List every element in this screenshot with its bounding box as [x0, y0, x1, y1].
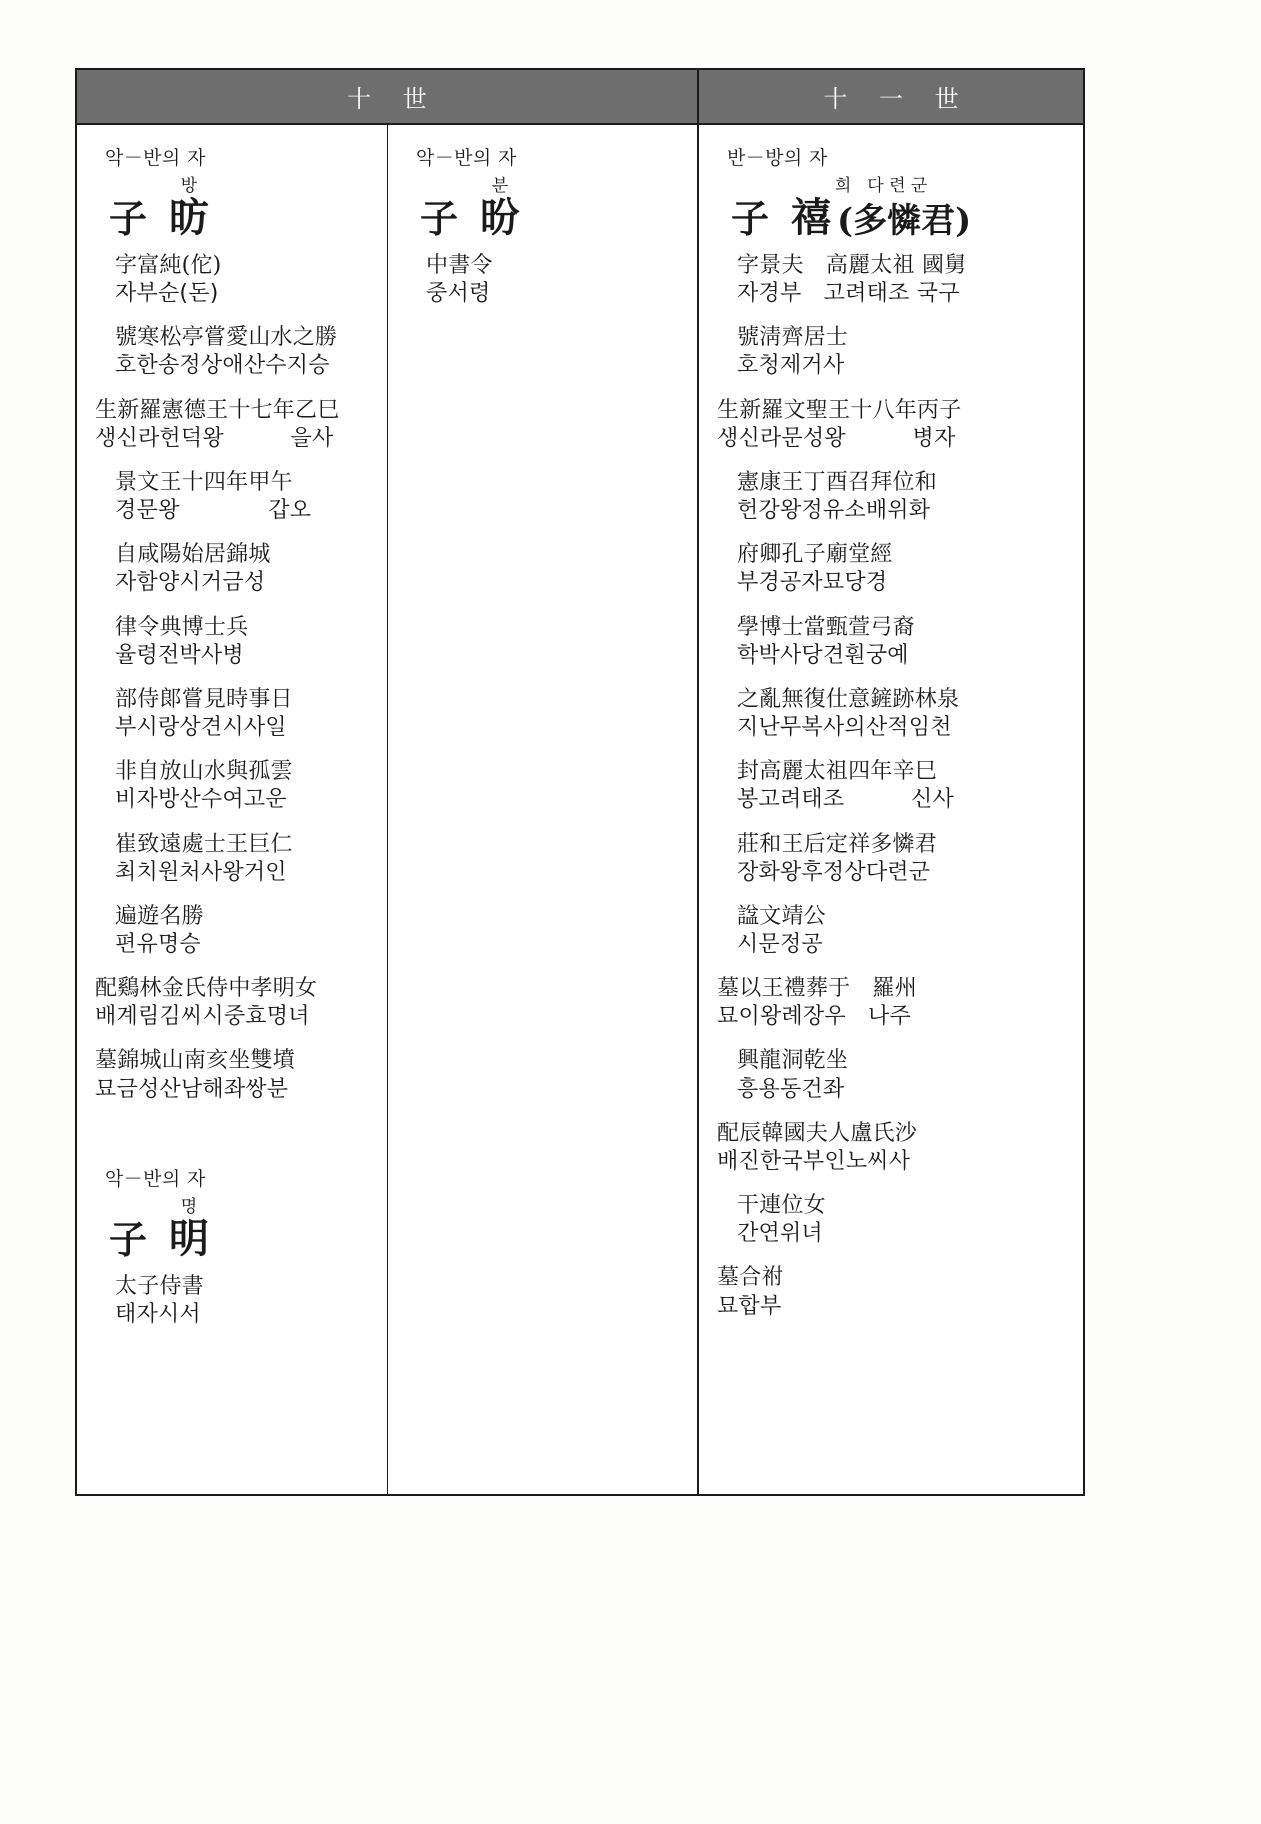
record-entry: [709, 686, 1073, 742]
entry-hanja: 生新羅憲德王十七年乙巳: [95, 397, 340, 423]
record-entry: [709, 541, 1073, 597]
name-ruby-group: [791, 176, 972, 241]
section-spacer: [87, 1120, 377, 1160]
record-entry: [87, 831, 377, 887]
entry-hanja: 律令典博士兵: [115, 614, 249, 640]
name-prefix-ja: 子: [731, 196, 770, 241]
record-entry: [709, 1264, 1073, 1320]
record-entry: [87, 1047, 377, 1103]
entry-hanja: 遍遊名勝: [115, 903, 204, 929]
record-entry: [87, 975, 377, 1031]
entry-hanja: 府卿孔子廟堂經: [737, 542, 893, 568]
entry-hanja: 興龍洞乾坐: [737, 1048, 849, 1074]
entry-hangul: 간연위녀: [737, 1221, 823, 1247]
column-left: [77, 125, 388, 1494]
relation-line: 악－반의 자: [105, 1167, 206, 1190]
name-character: 明: [169, 1214, 210, 1262]
relation-line: 반－방의 자: [727, 147, 828, 169]
genealogy-table: [75, 68, 1085, 1496]
entry-hangul: 자경부 고려태조 국구: [737, 281, 960, 307]
record-entry: [87, 397, 377, 453]
entry-hangul: 지난무복사의산적임천: [737, 715, 952, 741]
entry-hangul: 율령전박사병: [115, 642, 244, 668]
record-entry: [87, 686, 377, 742]
entry-hangul: 시문정공: [737, 931, 823, 957]
entry-hanja: 莊和王后定祥多憐君: [737, 831, 937, 857]
entry-hangul: 헌강왕정유소배위화: [737, 498, 931, 524]
person-name-block: [109, 176, 377, 241]
entry-hanja: 墓合祔: [717, 1265, 784, 1291]
name-reading-group: [835, 178, 928, 195]
name-prefix-ja: 子: [109, 1216, 148, 1262]
entry-hangul: 자부순(돈): [115, 281, 219, 307]
entry-hangul: 중서령: [426, 281, 491, 307]
record-entry: [709, 1192, 1073, 1248]
record-entry: [87, 1273, 377, 1329]
entry-hanja: 景文王十四年甲午: [115, 469, 293, 495]
name-ruby-group: [169, 1196, 210, 1262]
column-middle: [388, 125, 699, 1494]
table-body: [77, 125, 1083, 1494]
entry-hanja: 學博士當甄萱弓裔: [737, 614, 915, 640]
entry-hanja: 太子侍書: [115, 1273, 204, 1299]
name-title-suffix: (多憐君): [837, 201, 972, 241]
entry-hangul: 경문왕 갑오: [115, 498, 312, 524]
entry-hanja: 封高麗太祖四年辛巳: [737, 759, 937, 785]
record-entry: [709, 397, 1073, 453]
name-reading: 명: [180, 1196, 198, 1217]
entry-hangul: 최치원처사왕거인: [115, 859, 287, 885]
name-reading: 희: [834, 176, 852, 196]
record-entry: [87, 252, 377, 308]
entry-hangul: 생신라문성왕 병자: [717, 425, 956, 451]
entry-hangul: 부경공자묘당경: [737, 570, 888, 596]
relation-line: 악－반의 자: [416, 147, 517, 169]
entry-hanja: 配辰韓國夫人盧氏沙: [717, 1120, 917, 1146]
name-reading: 분: [491, 176, 509, 196]
entry-hanja: 崔致遠處士王巨仁: [115, 831, 293, 857]
entry-hangul: 흥용동건좌: [737, 1076, 845, 1102]
record-entry: [709, 975, 1073, 1031]
person-name-block: [731, 176, 1073, 241]
record-entry: [709, 252, 1073, 308]
record-entry: [709, 614, 1073, 670]
header-generation-11: 十 一 世: [699, 70, 1083, 123]
record-entry: [709, 758, 1073, 814]
name-prefix-ja: 子: [109, 196, 148, 241]
entry-hangul: 묘합부: [717, 1293, 782, 1319]
record-entry: [87, 903, 377, 959]
entry-hanja: 非自放山水與孤雲: [115, 759, 293, 785]
entry-hangul: 호한송정상애산수지승: [115, 353, 330, 379]
name-reading: 방: [180, 176, 198, 196]
entry-hanja: 生新羅文聖王十八年丙子: [717, 397, 962, 423]
record-entry: [87, 469, 377, 525]
entry-hangul: 장화왕후정상다련군: [737, 859, 931, 885]
record-entry: [87, 758, 377, 814]
entry-hangul: 생신라헌덕왕 을사: [95, 425, 334, 451]
entry-hangul: 비자방산수여고운: [115, 787, 287, 813]
entry-hanja: 墓以王禮葬于 羅州: [717, 976, 917, 1002]
entry-hangul: 배계림김씨시중효명녀: [95, 1004, 310, 1030]
record-entry: [87, 324, 377, 380]
name-ruby-group: [169, 176, 210, 241]
relation-line: 악－반의 자: [105, 147, 206, 169]
entry-hanja: 字富純(佗): [115, 253, 222, 278]
entry-hanja: 干連位女: [737, 1193, 826, 1219]
header-generation-10: 十 世: [77, 70, 699, 123]
record-entry: [709, 1120, 1073, 1176]
entry-hanja: 諡文靖公: [737, 903, 826, 929]
entry-hanja: 號淸齊居士: [737, 325, 849, 351]
entry-hanja: 自咸陽始居錦城: [115, 542, 271, 568]
entry-hangul: 호청제거사: [737, 353, 845, 379]
entry-hangul: 학박사당견훤궁예: [737, 642, 909, 668]
name-reading: 다 련 군: [867, 176, 928, 196]
entry-hangul: 편유명승: [115, 931, 201, 957]
table-header-band: [77, 70, 1083, 125]
record-entry: [87, 614, 377, 670]
entry-hanja: 字景夫 高麗太祖 國舅: [737, 253, 967, 278]
record-entry: [709, 1047, 1073, 1103]
entry-hangul: 자함양시거금성: [115, 570, 266, 596]
person-name-block: [420, 176, 687, 241]
name-character: 昉: [169, 194, 210, 241]
record-entry: [709, 324, 1073, 380]
name-ruby-group: [480, 176, 521, 241]
name-character: 禧: [791, 194, 832, 241]
name-character: 昐: [480, 194, 521, 241]
entry-hangul: 봉고려태조 신사: [737, 787, 954, 813]
record-entry: [398, 252, 687, 308]
entry-hanja: 之亂無復仕意鏟跡林泉: [737, 686, 960, 712]
record-entry: [709, 831, 1073, 887]
column-right: [699, 125, 1083, 1494]
record-entry: [709, 903, 1073, 959]
entry-hanja: 中書令: [426, 253, 493, 278]
record-entry: [709, 469, 1073, 525]
entry-hangul: 묘이왕례장우 나주: [717, 1004, 911, 1030]
entry-hanja: 部侍郞嘗見時事日: [115, 686, 293, 712]
entry-hanja: 號寒松亭嘗愛山水之勝: [115, 325, 338, 351]
entry-hangul: 배진한국부인노씨사: [717, 1148, 911, 1174]
entry-hangul: 묘금성산남해좌쌍분: [95, 1076, 289, 1102]
entry-hanja: 配鷄林金氏侍中孝明女: [95, 976, 318, 1002]
entry-hangul: 태자시서: [115, 1301, 201, 1327]
record-entry: [87, 541, 377, 597]
name-prefix-ja: 子: [420, 196, 459, 241]
person-name-block: [109, 1196, 377, 1262]
entry-hangul: 부시랑상견시사일: [115, 715, 287, 741]
entry-hanja: 憲康王丁酉召拜位和: [737, 469, 937, 495]
entry-hanja: 墓錦城山南亥坐雙墳: [95, 1048, 295, 1074]
